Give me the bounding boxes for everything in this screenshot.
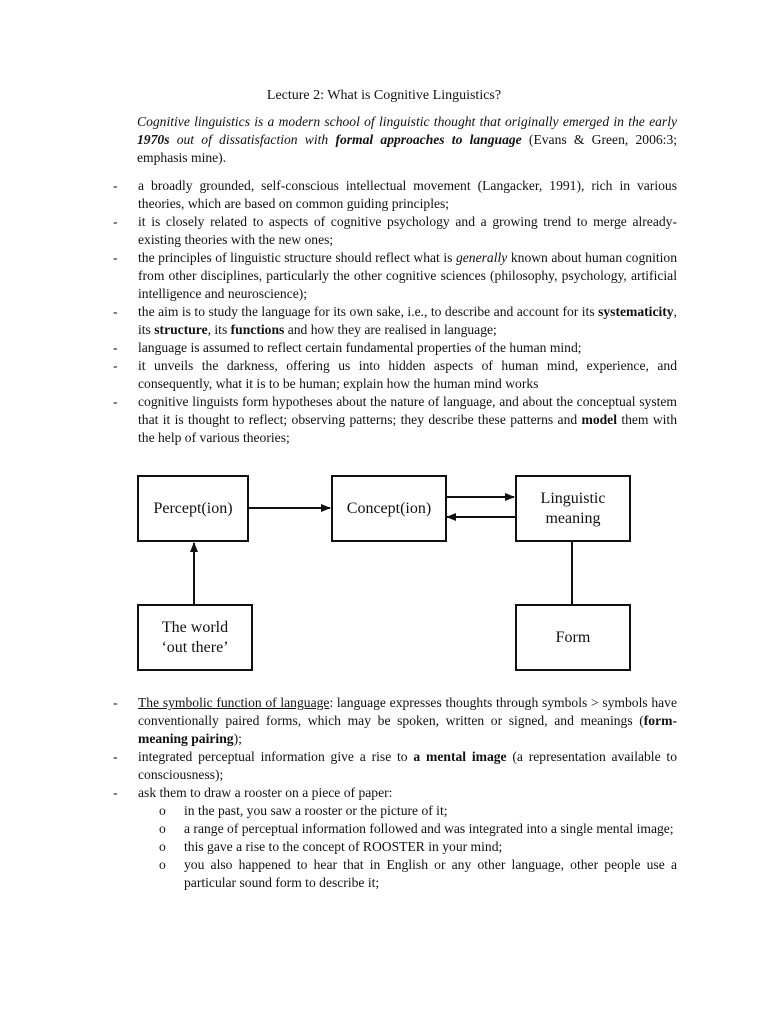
list-item-text: them with the help of various theories;	[138, 412, 677, 445]
list-item-emphasis: form-meaning pairing	[138, 713, 677, 746]
list-item: - it is closely related to aspects of cognitive psychology and a growing trend to merge already-existing theories with the new ones;	[113, 213, 677, 249]
list-item-text: the principles of linguistic structure should reflect what is	[138, 250, 456, 265]
list-item-text: );	[233, 731, 242, 746]
list-item-text: and how they are realised in language;	[284, 322, 497, 337]
percept-label: Percept(ion)	[153, 499, 233, 517]
list-item	[113, 694, 677, 748]
percept-box	[137, 475, 249, 542]
list-item-emphasis: generally	[455, 250, 508, 265]
intro-emphasis-formal: formal approaches to language	[335, 132, 522, 147]
list-item-text: cognitive linguists form hypotheses about the nature of language, and about the conceptual system that it is thought to reflect; observing patterns; they describe these patterns and	[138, 394, 677, 427]
world-label-2: ‘out there’	[161, 638, 229, 656]
sub-list-item: o a range of perceptual information followed and was integrated into a single mental image;	[159, 820, 677, 838]
list-item	[113, 303, 677, 339]
intro-quote	[137, 113, 677, 167]
world-box	[137, 604, 253, 671]
intro-emphasis-year: 1970s	[137, 132, 170, 147]
intro-citation: (Evans & Green, 2006:3; emphasis mine).	[137, 132, 678, 165]
list-item-emphasis: a mental image	[413, 749, 507, 764]
list-item-heading: The symbolic function of language	[138, 695, 330, 710]
sub-list-item: o this gave a rise to the concept of ROOSTER in your mind;	[159, 838, 677, 856]
linguistic-meaning-label-2: meaning	[545, 509, 601, 527]
list-item-emphasis: systematicity	[598, 304, 674, 319]
list-item-emphasis: functions	[230, 322, 285, 337]
list-item-text: , its	[207, 322, 231, 337]
form-label: Form	[555, 628, 591, 646]
list-item-text: known about human cognition from other disciplines, particularly the other cognitive sciences (philosophy, psychology, artificial intelligence and neuroscience);	[138, 250, 678, 301]
list-item-text: the aim is to study the language for its own sake, i.e., to describe and account for its	[138, 304, 599, 319]
list-item-emphasis: model	[581, 412, 617, 427]
list-item: - it unveils the darkness, offering us into hidden aspects of human mind, experience, and consequently, what it is to be human; explain how the human mind works	[113, 357, 677, 393]
concept-label: Concept(ion)	[346, 499, 432, 517]
linguistic-meaning-label-1: Linguistic	[540, 489, 606, 507]
list-item	[113, 784, 677, 892]
world-label-1: The world	[161, 618, 229, 636]
rooster-steps-list	[159, 802, 677, 892]
symbolic-function-list	[113, 694, 677, 892]
list-item-text: integrated perceptual information give a rise to	[138, 749, 414, 764]
form-box	[515, 604, 631, 671]
list-item-text: ask them to draw a rooster on a piece of paper:	[138, 785, 393, 800]
list-item-emphasis: structure	[154, 322, 208, 337]
list-item-text: (a representation available to consciousness);	[138, 749, 677, 782]
list-item-text: , its	[138, 304, 677, 337]
sub-list-item: o you also happened to hear that in English or any other language, other people use a particular sound form to describe it;	[159, 856, 677, 892]
list-item	[113, 249, 677, 303]
linguistic-meaning-box	[515, 475, 631, 542]
concept-box	[331, 475, 447, 542]
list-item: - language is assumed to reflect certain fundamental properties of the human mind;	[113, 339, 677, 357]
list-item	[113, 393, 677, 447]
principles-list	[113, 177, 677, 447]
cognition-diagram	[130, 466, 640, 681]
page-title: Lecture 2: What is Cognitive Linguistics?	[266, 88, 502, 103]
intro-text-2: out of dissatisfaction with	[169, 132, 336, 147]
intro-text-1: Cognitive linguistics is a modern school of linguistic thought that originally emerged in the early	[137, 114, 677, 129]
list-item-text: : language expresses thoughts through symbols > symbols have conventionally paired forms, which may be spoken, written or signed, and meanings (	[138, 695, 677, 728]
list-item: - a broadly grounded, self-conscious intellectual movement (Langacker, 1991), rich in various theories, which are based on common guiding principles;	[113, 177, 677, 213]
list-item	[113, 748, 677, 784]
sub-list-item: o in the past, you saw a rooster or the picture of it;	[159, 802, 677, 820]
